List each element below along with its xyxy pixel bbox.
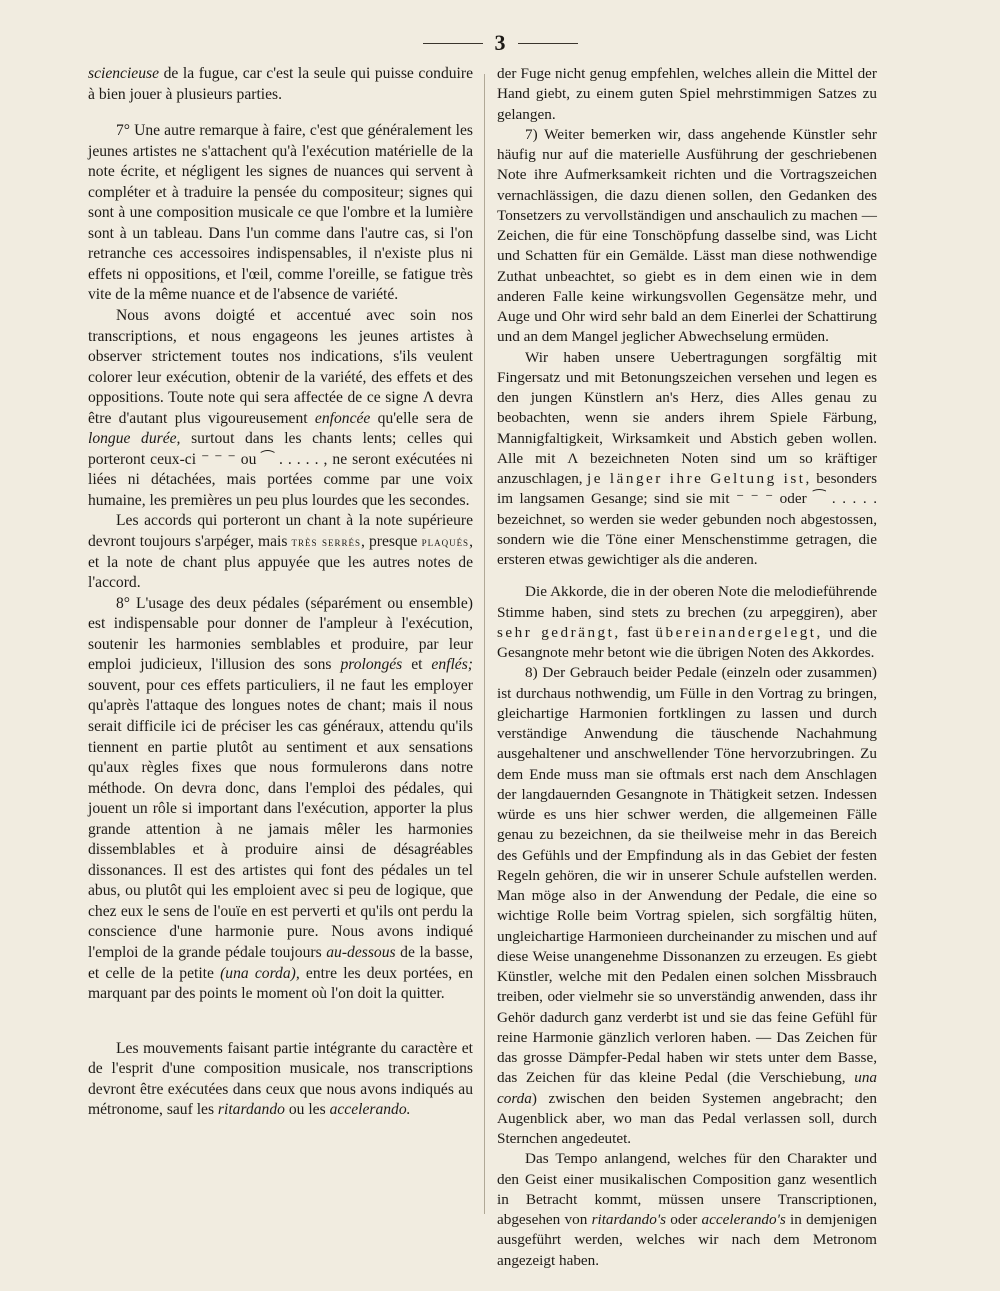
text-run: in demjenigen ausgeführt werden, welches wir nach dem Metronom angezeigt haben. (497, 1211, 877, 1269)
text-run: et (402, 656, 432, 674)
text-run: je länger ihre Geltung ist, (587, 470, 812, 487)
page-number: 3 (494, 30, 506, 55)
paragraph (497, 64, 877, 125)
text-run: ritardando's (591, 1211, 666, 1228)
text-run: souvent, pour ces effets particuliers, il ne faut les employer qu'après l'attaque des longues notes de chant; mais il nous serait difficile ici de préciser les cas généraux, attendu qu'ils tiennent en partie plutôt au sentiment et aux sensations qu'aux règles fixes que nous formulerons dans notre méthode. On devra donc, dans l'emploi des pédales, qui jouent un rôle si important dans l'exécution, apporter la plus grande attention à ne jamais mêler les harmonies dissemblables et à produire ainsi de désagréables dissonances. Il est des artistes qui font des pédales un tel abus, ou plutôt qui les emploient avec si peu de logique, que chez eux le sens de l'ouïe en est perverti et qu'ils ont perdu la conscience d'une harmonie pure. Nous avons indiqué l'emploi de la grande pédale toujours (88, 676, 473, 961)
page-header (0, 28, 1000, 58)
column-divider (484, 74, 485, 1214)
text-run: oder (666, 1211, 702, 1228)
text-run: Wir haben unsere Uebertragungen sorgfältig mit Fingersatz und mit Betonungszeichen versehen und legen es den jungen Künstlern an's Herz, dies Alles genau zu beobachten, wenn sie anders ihrem Spiele Färbung, Mannigfaltigkeit, Wirksamkeit und Abstich geben wollen. Alle mit Λ bezeichneten Noten sind um so kräftiger anzuschlagen, (497, 348, 877, 487)
paragraph (497, 125, 877, 348)
paragraph (88, 1039, 473, 1121)
paragraph (497, 663, 877, 1149)
paragraph (88, 64, 473, 105)
text-run: accelerando. (329, 1101, 411, 1119)
text-run: surtout dans les chants lents; celles qui porteront ceux-ci ⁻ ⁻ ⁻ ou ⁀ . . . . . , ne seront exécutées ni liées ni détachées, mais portées comme par une voix humaine, les premières un peu plus lourdes que les secondes. (88, 430, 474, 509)
text-run: Les accords qui porteront un chant à la note supérieure devront toujours s'arpéger, mais (88, 512, 473, 551)
french-column (88, 64, 473, 1121)
text-run: sehr gedrängt, (497, 623, 621, 641)
text-run: 8) Der Gebrauch beider Pedale (einzeln oder zusammen) ist durchaus nothwendig, um Fülle in den Vortrag zu bringen, gleichartige Harmonien fortklingen zu lassen und durch verständige Anwendung die täuschende Nachahmung ausgehaltener und anschwellender Töne hervorzubringen. Zu dem Ende muss man sie oftmals erst nach dem Anschlagen der langdauernden Gesangnote in Thätigkeit setzen. Indessen würde es uns hier schwer werden, die allgemeinen Fälle genau zu bezeichnen, da sie theilweise mehr in das Bereich des Gefühls und der Empfindung als in das Gebiet der festen Regeln gehören, die wir in unserer Schule aufstellen werden. Man möge also in der Anwendung der Pedale, die eine so wichtige Rolle beim Vortrag spielen, sich sorgfältig hüten, ungleichartige Harmonieen durcheinander zu mischen und auf diese Weise unangenehme Dissonanzen zu erzeugen. Es giebt Künstler, welche mit den Pedalen einen solchen Missbrauch treiben, oder vielmehr sie so unverständig anwenden, dass ihr Gehör dadurch ganz verderbt ist und sie das feine Gefühl für reine Harmonie gänzlich verloren haben. — Das Zeichen für das grosse Dämpfer-Pedal haben wir stets unter dem Basse, das Zeichen für das kleine Pedal (die Verschiebung, (497, 664, 877, 1087)
text-run: de la fugue, car c'est la seule qui puisse conduire à bien jouer à plusieurs parties. (88, 65, 473, 103)
paragraph (497, 1149, 877, 1271)
text-run: de la basse, et celle de la petite (88, 943, 474, 982)
header-rule-right (518, 43, 578, 44)
text-run: una corda (497, 1069, 877, 1107)
text-run: Nous avons doigté et accentué avec soin nos transcriptions, et nous engageons les jeunes artistes à observer strictement toutes nos indications, s'ils veulent colorer leur exécution, obtenir de la variété, des effets et des oppositions. Toute note qui sera affectée de ce signe Λ devra être d'autant plus vigoureusement (88, 307, 473, 427)
text-run: qu'elle sera de (370, 409, 474, 427)
paragraph (497, 348, 877, 571)
text-run: enflés; (431, 656, 473, 674)
text-run: und die Gesangnote mehr betont wie die übrigen Noten des Akkordes. (497, 623, 877, 661)
paragraph (88, 594, 473, 1005)
text-run: besonders im langsamen Gesange; sind sie mit ⁻ ⁻ ⁻ oder ⁀ . . . . . bezeichnet, so werden sie weder gebunden noch abgestossen, sondern wie die Töne einer Menschenstimme getragen, die ersteren etwas gewichtiger als die anderen. (497, 470, 877, 568)
text-run: (una corda), (220, 964, 300, 982)
paragraph (88, 511, 473, 593)
text-run: übereinandergelegt, (655, 623, 823, 641)
text-run: ) zwischen den beiden Systemen angebracht; den Augenblick aber, wo man das Pedal verlassen soll, durch Sternchen angedeutet. (497, 1089, 877, 1147)
text-run: prolongés (340, 656, 403, 674)
text-run: longue durée, (88, 430, 181, 448)
text-run: 8° L'usage des deux pédales (séparément ou ensemble) est indispensable pour donner de l'ampleur à l'exécution, soutenir les harmonies semblables et produire, par leur emploi judicieux, l'illusion des sons (88, 594, 473, 674)
text-run: Die Akkorde, die in der oberen Note die melodieführende Stimme haben, sind stets zu brechen (zu arpeggiren), aber (497, 583, 877, 621)
text-run: plaqués (421, 534, 470, 550)
text-run: enfoncée (314, 409, 371, 427)
text-run: Das Tempo anlangend, welches für den Charakter und den Geist einer musikalischen Composition ganz wesentlich in Betracht kommt, müssen unsere Transcriptionen, abgesehen von (497, 1150, 877, 1228)
text-run: sciencieuse (88, 65, 160, 82)
text-run: der Fuge nicht genug empfehlen, welches allein die Mittel der Hand giebt, zu einem guten Spiel mehrstimmigen Satzes zu gelangen. (497, 65, 877, 123)
text-run: 7) Weiter bemerken wir, dass angehende Künstler sehr häufig nur auf die materielle Ausführung der geschriebenen Note ihre Aufmerksamkeit richten und die Vortragszeichen vernachlässigen, die dazu dienen sollen, den Gedanken des Tonsetzers zu vervollständigen und anschaulich zu machen — Zeichen, die für eine Tonschöpfung dasselbe sind, was Licht und Schatten für ein Gemälde. Lässt man diese nothwendige Zuthat unbeachtet, so giebt es in dem einen wie in dem anderen Falle keine wirkungsvollen Gegensätze mehr, und Auge und Ohr wird sehr bald an dem Einerlei der Schattirung und an dem Mangel jeglicher Abwechselung ermüden. (497, 125, 877, 346)
text-run: Les mouvements faisant partie intégrante du caractère et de l'esprit d'une composition musicale, nos transcriptions devront être exécutées dans ceux que nous avons indiqués au métronome, sauf les (88, 1039, 473, 1119)
text-run: fast (620, 623, 656, 641)
text-run: ou les (284, 1101, 330, 1119)
text-run: 7° Une autre remarque à faire, c'est que généralement les jeunes artistes ne s'attachent qu'à l'exécution matérielle de la note écrite, et négligent les signes de nuances qui servent à compléter et à traduire la pensée du compositeur; signes qui sont à une composition musicale ce que l'ombre et la lumière sont à un tableau. Dans l'un comme dans l'autre cas, si l'on retranche ces accessoires indispensables, il n'existe plus ni effets ni oppositions, et l'œil, comme l'oreille, se fatigue très vite de la même nuance et de l'absence de variété. (88, 122, 473, 304)
text-run: entre les deux portées, en marquant par des points le moment où l'on doit la quitter. (88, 964, 474, 1003)
header-rule-left (423, 43, 483, 44)
german-column (497, 64, 877, 1271)
paragraph (497, 582, 877, 663)
text-run: très serrés (291, 534, 361, 550)
text-run: ritardando (217, 1101, 285, 1119)
paragraph (88, 306, 473, 511)
text-run: accelerando's (701, 1211, 786, 1228)
text-run: , et la note de chant plus appuyée que les autres notes de l'accord. (88, 533, 473, 592)
text-run: , presque (360, 533, 422, 551)
text-run: au-dessous (326, 943, 396, 961)
paragraph (88, 121, 473, 306)
